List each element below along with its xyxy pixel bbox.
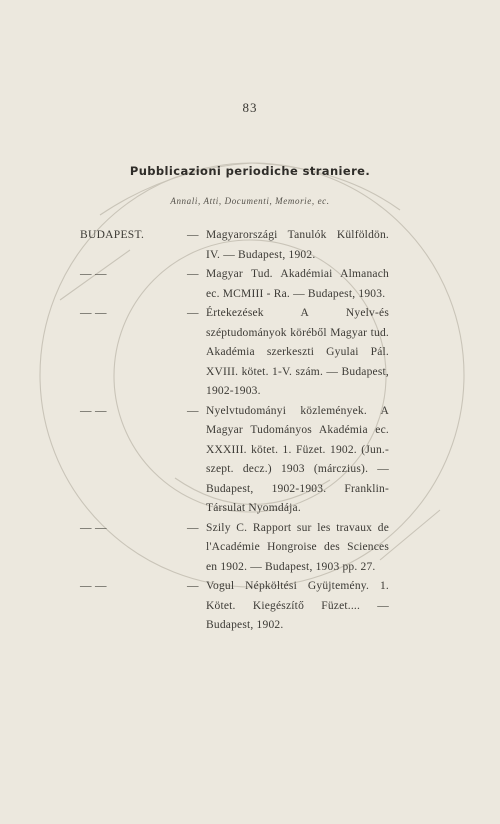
- entry-location: — —: [80, 521, 107, 534]
- entry-dash: —: [187, 307, 199, 319]
- publication-entry: [0, 577, 500, 636]
- entry-text: Vogul Népköltési Gyüjtemény. 1. Kötet. Kiegészítő Füzet.... — Budapest, 1902.: [206, 580, 389, 631]
- entry-location: BUDAPEST.: [80, 229, 145, 241]
- publication-list: [0, 226, 500, 636]
- entry-location: — —: [80, 307, 107, 319]
- page-number: 83: [242, 100, 258, 115]
- publication-entry: [0, 519, 500, 578]
- publication-entry: [0, 304, 500, 402]
- entry-dash: —: [187, 268, 199, 280]
- entry-dash: —: [187, 521, 199, 534]
- entry-location: — —: [80, 268, 107, 280]
- section-subtitle: Annali, Atti, Documenti, Memorie, ec.: [170, 196, 330, 206]
- entry-location: — —: [80, 580, 107, 592]
- entry-text: Értekezések A Nyelv-és széptudományok köréből Magyar tud. Akadémia szerkeszti Gyulai Pál. XVIII. kötet. 1-V. szám. — Budapest, 1902-1903.: [206, 307, 389, 397]
- entry-dash: —: [187, 580, 199, 592]
- publication-entry: [0, 226, 500, 265]
- entry-text: Magyarországi Tanulók Külföldön. IV. — Budapest, 1902.: [206, 229, 389, 261]
- publication-entry: [0, 265, 500, 304]
- section-title: Pubblicazioni periodiche straniere.: [129, 164, 371, 178]
- entry-text: Nyelvtudományi közlemények. A Magyar Tudományos Akadémia ec. XXXIII. kötet. 1. Füzet. 1902. (Jun.-szept. decz.) 1903 (márczius). — Budapest, 1902-1903. Franklin-Társulat Nyomdája.: [206, 404, 389, 514]
- entry-dash: —: [187, 229, 199, 241]
- entry-text: Magyar Tud. Akadémiai Almanach ec. MCMIII - Ra. — Budapest, 1903.: [206, 268, 389, 300]
- entry-location: — —: [80, 404, 107, 417]
- publication-entry: [0, 402, 500, 519]
- entry-dash: —: [187, 404, 199, 417]
- entry-text: Szily C. Rapport sur les travaux de l'Académie Hongroise des Sciences en 1902. — Budapest, 1903 pp. 27.: [206, 521, 389, 573]
